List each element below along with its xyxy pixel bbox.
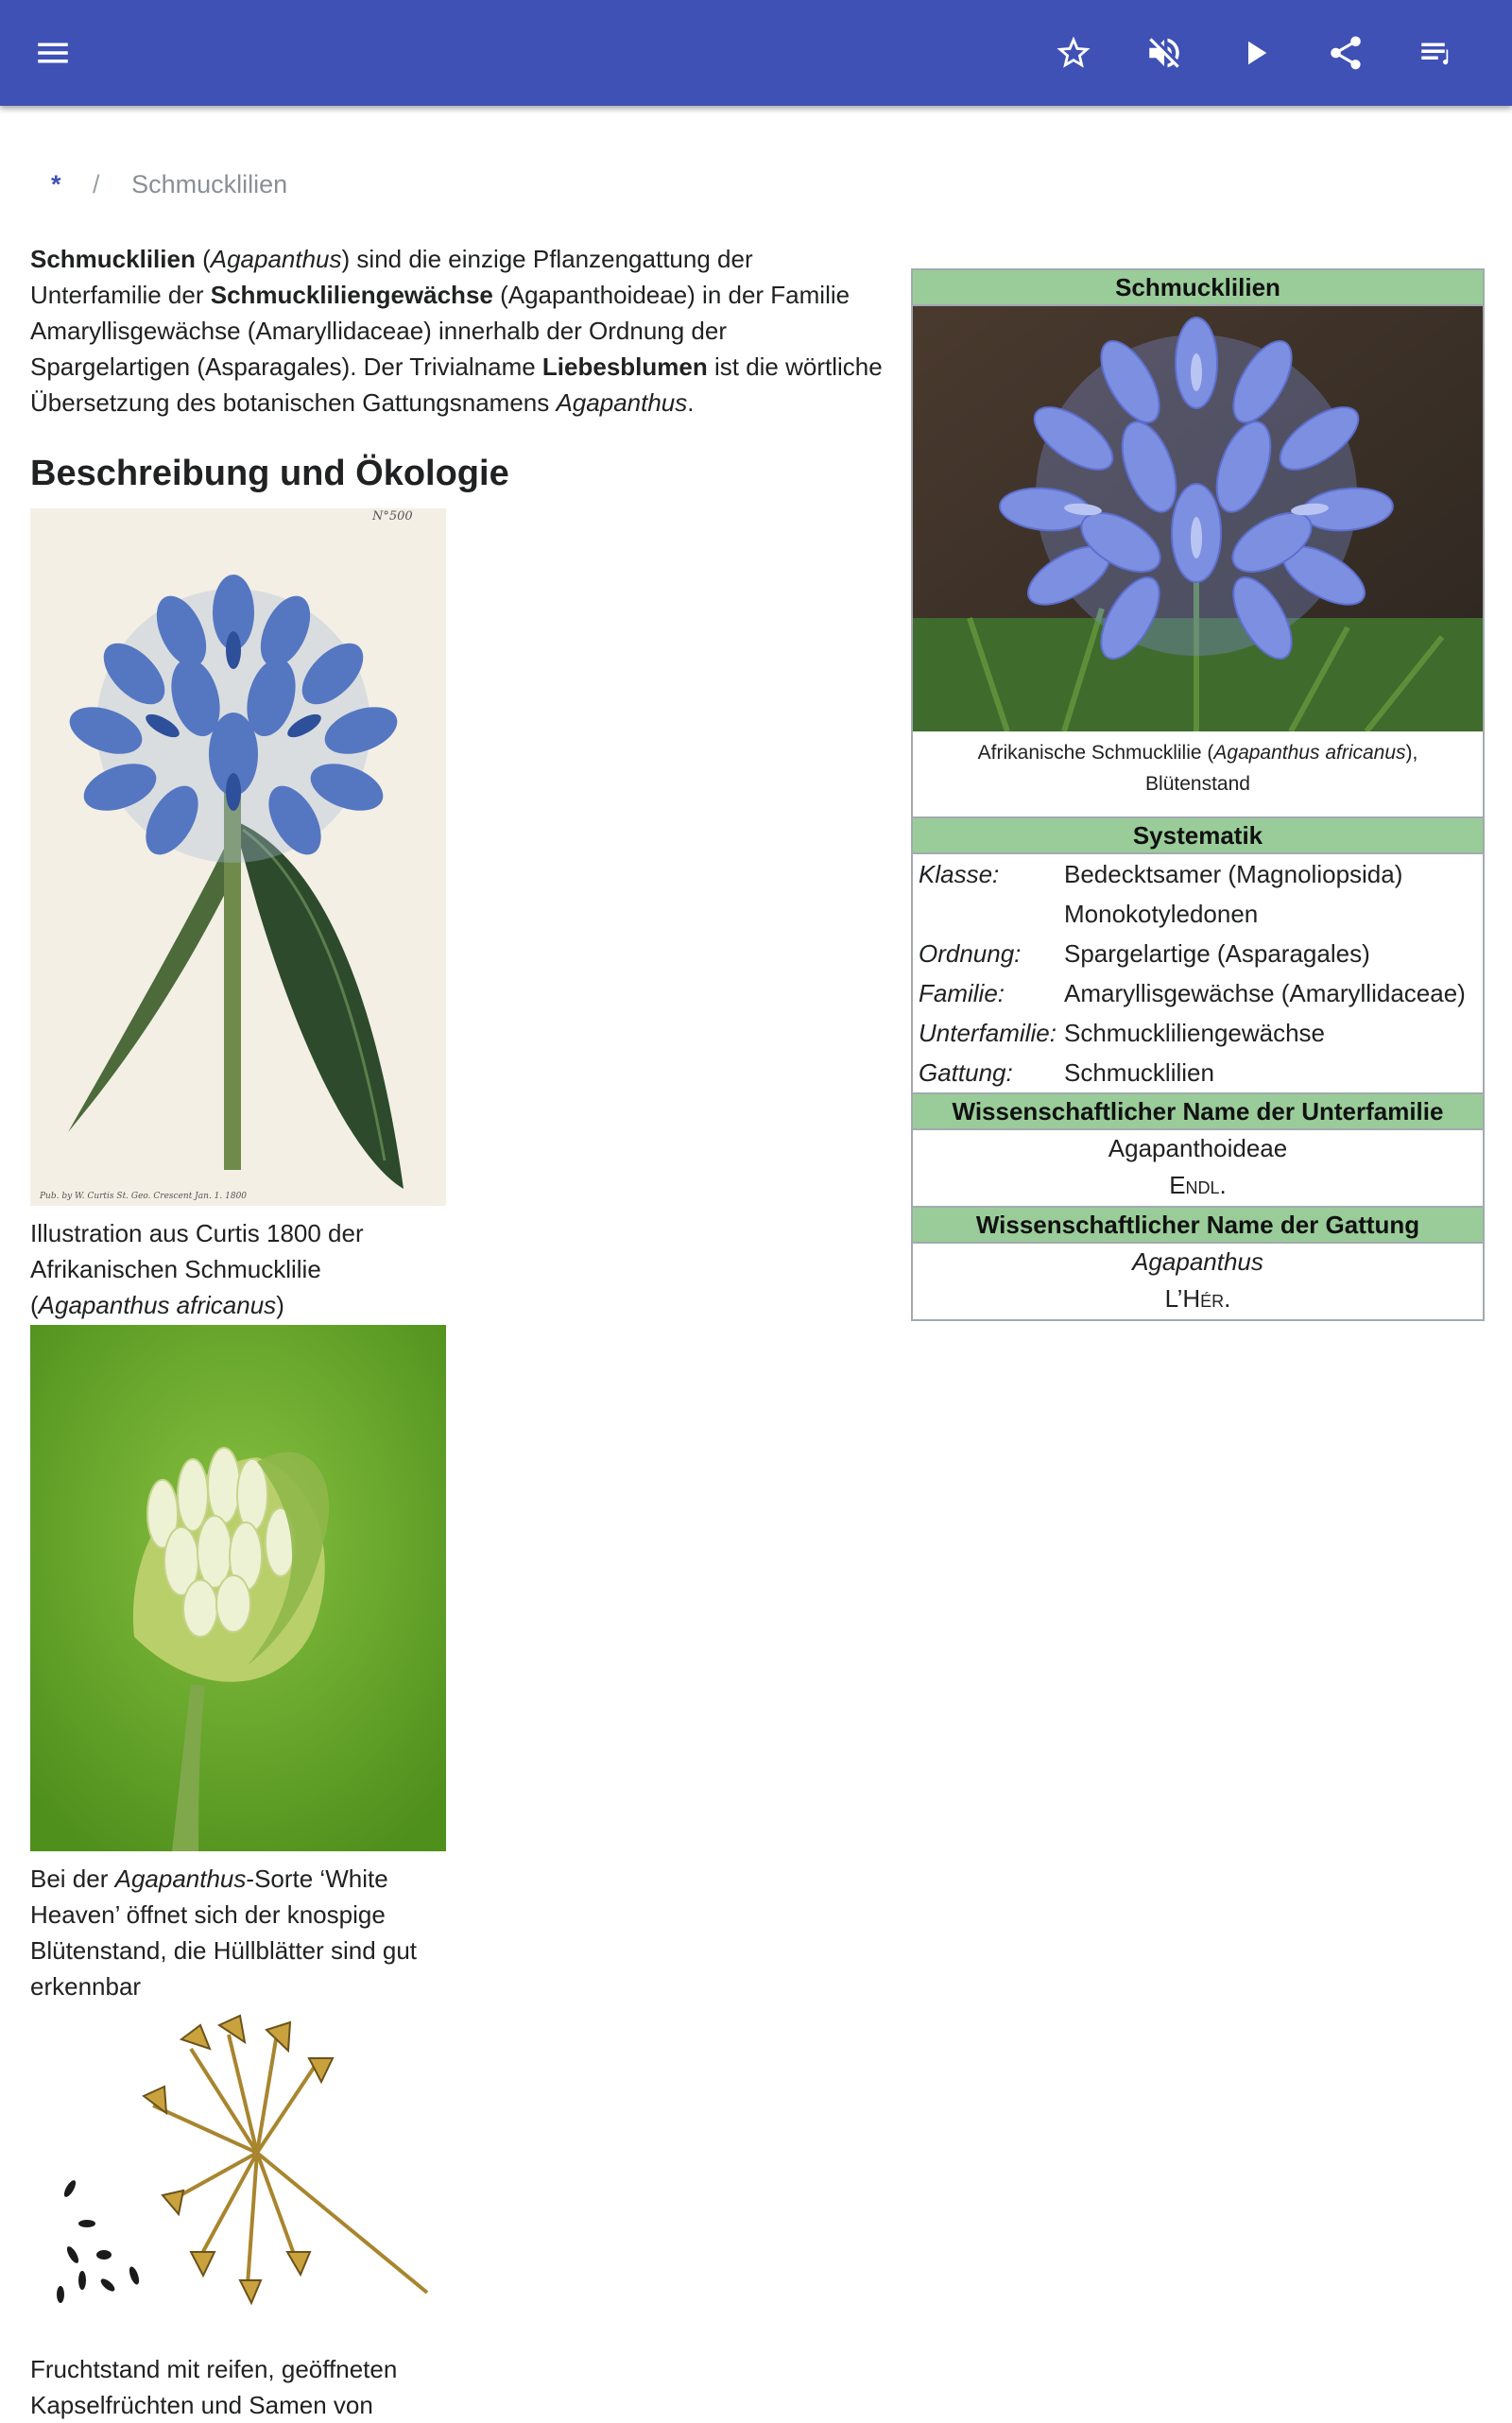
taxobox bbox=[911, 268, 1485, 1321]
caption-text: Afrikanische Schmucklilie ( bbox=[977, 742, 1214, 764]
genus-name: Agapanthus bbox=[1132, 1247, 1263, 1276]
illustration-image[interactable] bbox=[30, 508, 446, 1206]
figure-fruit-stand bbox=[30, 2011, 446, 2423]
plate-credit: Pub. by W. Curtis St. Geo. Crescent Jan. 1. 1800 bbox=[40, 1192, 248, 1201]
caption-genus: Agapanthus bbox=[114, 1865, 247, 1893]
subfamily-author[interactable]: Endl. bbox=[1169, 1171, 1227, 1199]
fruit-stand-image[interactable] bbox=[30, 2011, 446, 2342]
figure-white-heaven bbox=[30, 1325, 446, 2004]
rank-value[interactable]: Monokotyledonen bbox=[1064, 900, 1259, 928]
intro-paragraph bbox=[30, 241, 885, 421]
caption-text: Illustration aus Curtis 1800 der Afrikanischen Schmucklilie ( bbox=[30, 1219, 364, 1319]
genus-name-header: Wissenschaftlicher Name der Gattung bbox=[913, 1206, 1483, 1244]
rank-value[interactable]: Amaryllisgewächse (Amaryllidaceae) bbox=[1064, 979, 1466, 1007]
intro-text: ) sind die einzige Pflanzengattung der Unterfamilie der bbox=[30, 245, 753, 309]
systematik-row-familie bbox=[913, 973, 1483, 1013]
systematik-row-gattung bbox=[913, 1053, 1483, 1092]
app-bar bbox=[0, 0, 1512, 106]
volume-off-icon[interactable] bbox=[1138, 26, 1191, 79]
intro-term: Schmucklilien bbox=[30, 245, 196, 273]
playlist-icon[interactable] bbox=[1410, 26, 1463, 79]
breadcrumb-home-link[interactable]: * bbox=[51, 170, 61, 198]
intro-text: ist die wörtliche Übersetzung des botanischen Gattungsnamens bbox=[30, 352, 883, 417]
rank-value[interactable]: Spargelartige (Asparagales) bbox=[1064, 939, 1370, 968]
systematik-row-ordnung bbox=[913, 934, 1483, 973]
rank-value[interactable]: Schmuckliliengewächse bbox=[1064, 1019, 1326, 1047]
subfamily-name-header: Wissenschaftlicher Name der Unterfamilie bbox=[913, 1092, 1483, 1130]
caption-text: ) bbox=[276, 1291, 284, 1319]
taxobox-image[interactable] bbox=[913, 306, 1483, 731]
breadcrumb-current: Schmucklilien bbox=[131, 170, 288, 198]
rank-label: Gattung: bbox=[919, 1058, 1013, 1087]
figure-caption: Fruchtstand mit reifen, geöffneten Kapselfrüchten und Samen von bbox=[30, 2355, 398, 2419]
figure-caption bbox=[30, 1215, 446, 1323]
intro-genus: Agapanthus bbox=[556, 388, 688, 417]
rank-label: Klasse: bbox=[919, 860, 1000, 888]
rank-value[interactable]: Bedecktsamer (Magnoliopsida) bbox=[1064, 860, 1403, 888]
figure-caption bbox=[30, 1861, 446, 2004]
caption-species: Agapanthus africanus bbox=[38, 1291, 277, 1319]
section-heading: Beschreibung und Ökologie bbox=[30, 454, 509, 493]
article-intro bbox=[30, 241, 885, 421]
intro-text: ( bbox=[195, 245, 211, 273]
intro-text: (Agapanthoideae) in der Familie Amaryllisgewächse (Amaryllidaceae) innerhalb der Ordnung der Spargelartigen (Asparagales). Der Trivialname bbox=[30, 281, 850, 381]
intro-trivial-name: Liebesblumen bbox=[541, 352, 708, 381]
figure-illustration bbox=[30, 508, 446, 1323]
systematik-row-unranked bbox=[913, 894, 1483, 934]
subfamily-name: Agapanthoideae bbox=[1108, 1134, 1288, 1162]
taxobox-title: Schmucklilien bbox=[913, 270, 1483, 306]
breadcrumb-separator: / bbox=[93, 170, 100, 198]
caption-text: ), bbox=[1405, 742, 1418, 764]
rank-value: Schmucklilien bbox=[1064, 1058, 1214, 1087]
systematik-header: Systematik bbox=[913, 816, 1483, 854]
rank-label: Familie: bbox=[919, 979, 1005, 1007]
menu-icon[interactable] bbox=[26, 26, 79, 79]
taxobox-image-caption bbox=[913, 731, 1483, 816]
caption-text: Bei der bbox=[30, 1865, 115, 1893]
subfamily-name-block bbox=[913, 1130, 1483, 1206]
rank-label: Ordnung: bbox=[919, 939, 1022, 968]
intro-genus: Agapanthus bbox=[210, 245, 342, 273]
caption-species: Agapanthus africanus bbox=[1213, 742, 1406, 764]
systematik-row-unterfamilie bbox=[913, 1013, 1483, 1053]
intro-text: . bbox=[687, 388, 695, 417]
star-outline-icon[interactable] bbox=[1047, 26, 1100, 79]
genus-author[interactable]: L’Hér. bbox=[1164, 1284, 1231, 1313]
share-icon[interactable] bbox=[1319, 26, 1372, 79]
systematik-table bbox=[913, 854, 1483, 1092]
caption-text: -Sorte ‘White Heaven’ öffnet sich der knospige Blütenstand, die Hüllblätter sind gut erkennbar bbox=[30, 1865, 418, 2001]
breadcrumb bbox=[51, 170, 287, 199]
rank-label: Unterfamilie: bbox=[919, 1019, 1057, 1047]
play-icon[interactable] bbox=[1228, 26, 1281, 79]
systematik-row-klasse bbox=[913, 854, 1483, 894]
plate-number: N°500 bbox=[372, 509, 413, 524]
caption-text: Blütenstand bbox=[1145, 773, 1250, 795]
white-heaven-image[interactable] bbox=[30, 1325, 446, 1851]
rank-label bbox=[913, 894, 1064, 934]
genus-name-block bbox=[913, 1244, 1483, 1319]
intro-subfamily-term: Schmuckliliengewächse bbox=[210, 281, 493, 309]
